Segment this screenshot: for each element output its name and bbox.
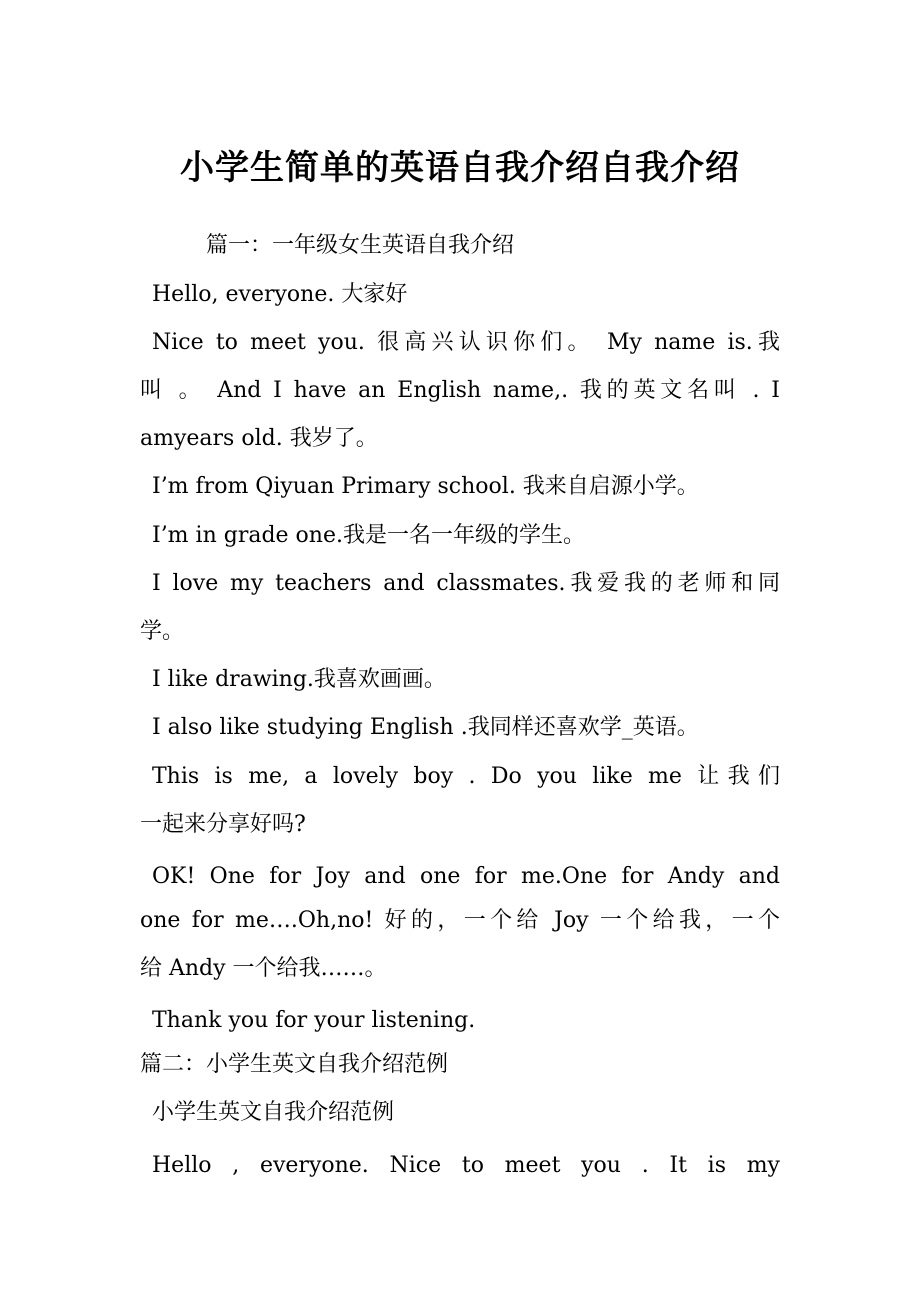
text-line: one for me….Oh,no! 好的，一个给 Joy 一个给我，一个 <box>140 908 780 933</box>
text-line: Hello , everyone. Nice to meet you . It is my <box>152 1153 780 1178</box>
text-line: Thank you for your listening. <box>152 1008 476 1033</box>
section-heading-2: 篇二：小学生英文自我介绍范例 <box>140 1052 449 1077</box>
text-line: I’m from Qiyuan Primary school. 我来自启源小学。 <box>152 474 699 499</box>
text-line: Nice to meet you. 很高兴认识你们。 My name is.我 <box>152 330 780 355</box>
section-heading-1: 篇一：一年级女生英语自我介绍 <box>206 233 515 258</box>
text-line: 学。 <box>140 619 185 644</box>
text-line: I’m in grade one.我是一名一年级的学生。 <box>152 523 585 548</box>
text-line: amyears old. 我岁了。 <box>140 426 378 451</box>
text-line: I like drawing.我喜欢画画。 <box>152 667 446 692</box>
text-line: 给 Andy 一个给我……。 <box>140 956 387 981</box>
text-line: 一起来分享好吗? <box>140 812 306 837</box>
text-line: 小学生英文自我介绍范例 <box>152 1100 395 1125</box>
text-line: I also like studying English .我同样还喜欢学_英语。 <box>152 715 699 740</box>
document-title: 小学生简单的英语自我介绍自我介绍 <box>180 148 740 188</box>
text-line: I love my teachers and classmates.我爱我的老师和同 <box>152 571 780 596</box>
text-line: Hello, everyone. 大家好 <box>152 282 408 307</box>
text-line: This is me, a lovely boy . Do you like me 让我们 <box>152 764 780 789</box>
text-line: OK! One for Joy and one for me.One for Andy and <box>152 864 780 889</box>
text-line: 叫 。 And I have an English name,. 我的英文名叫 . I <box>140 378 780 403</box>
